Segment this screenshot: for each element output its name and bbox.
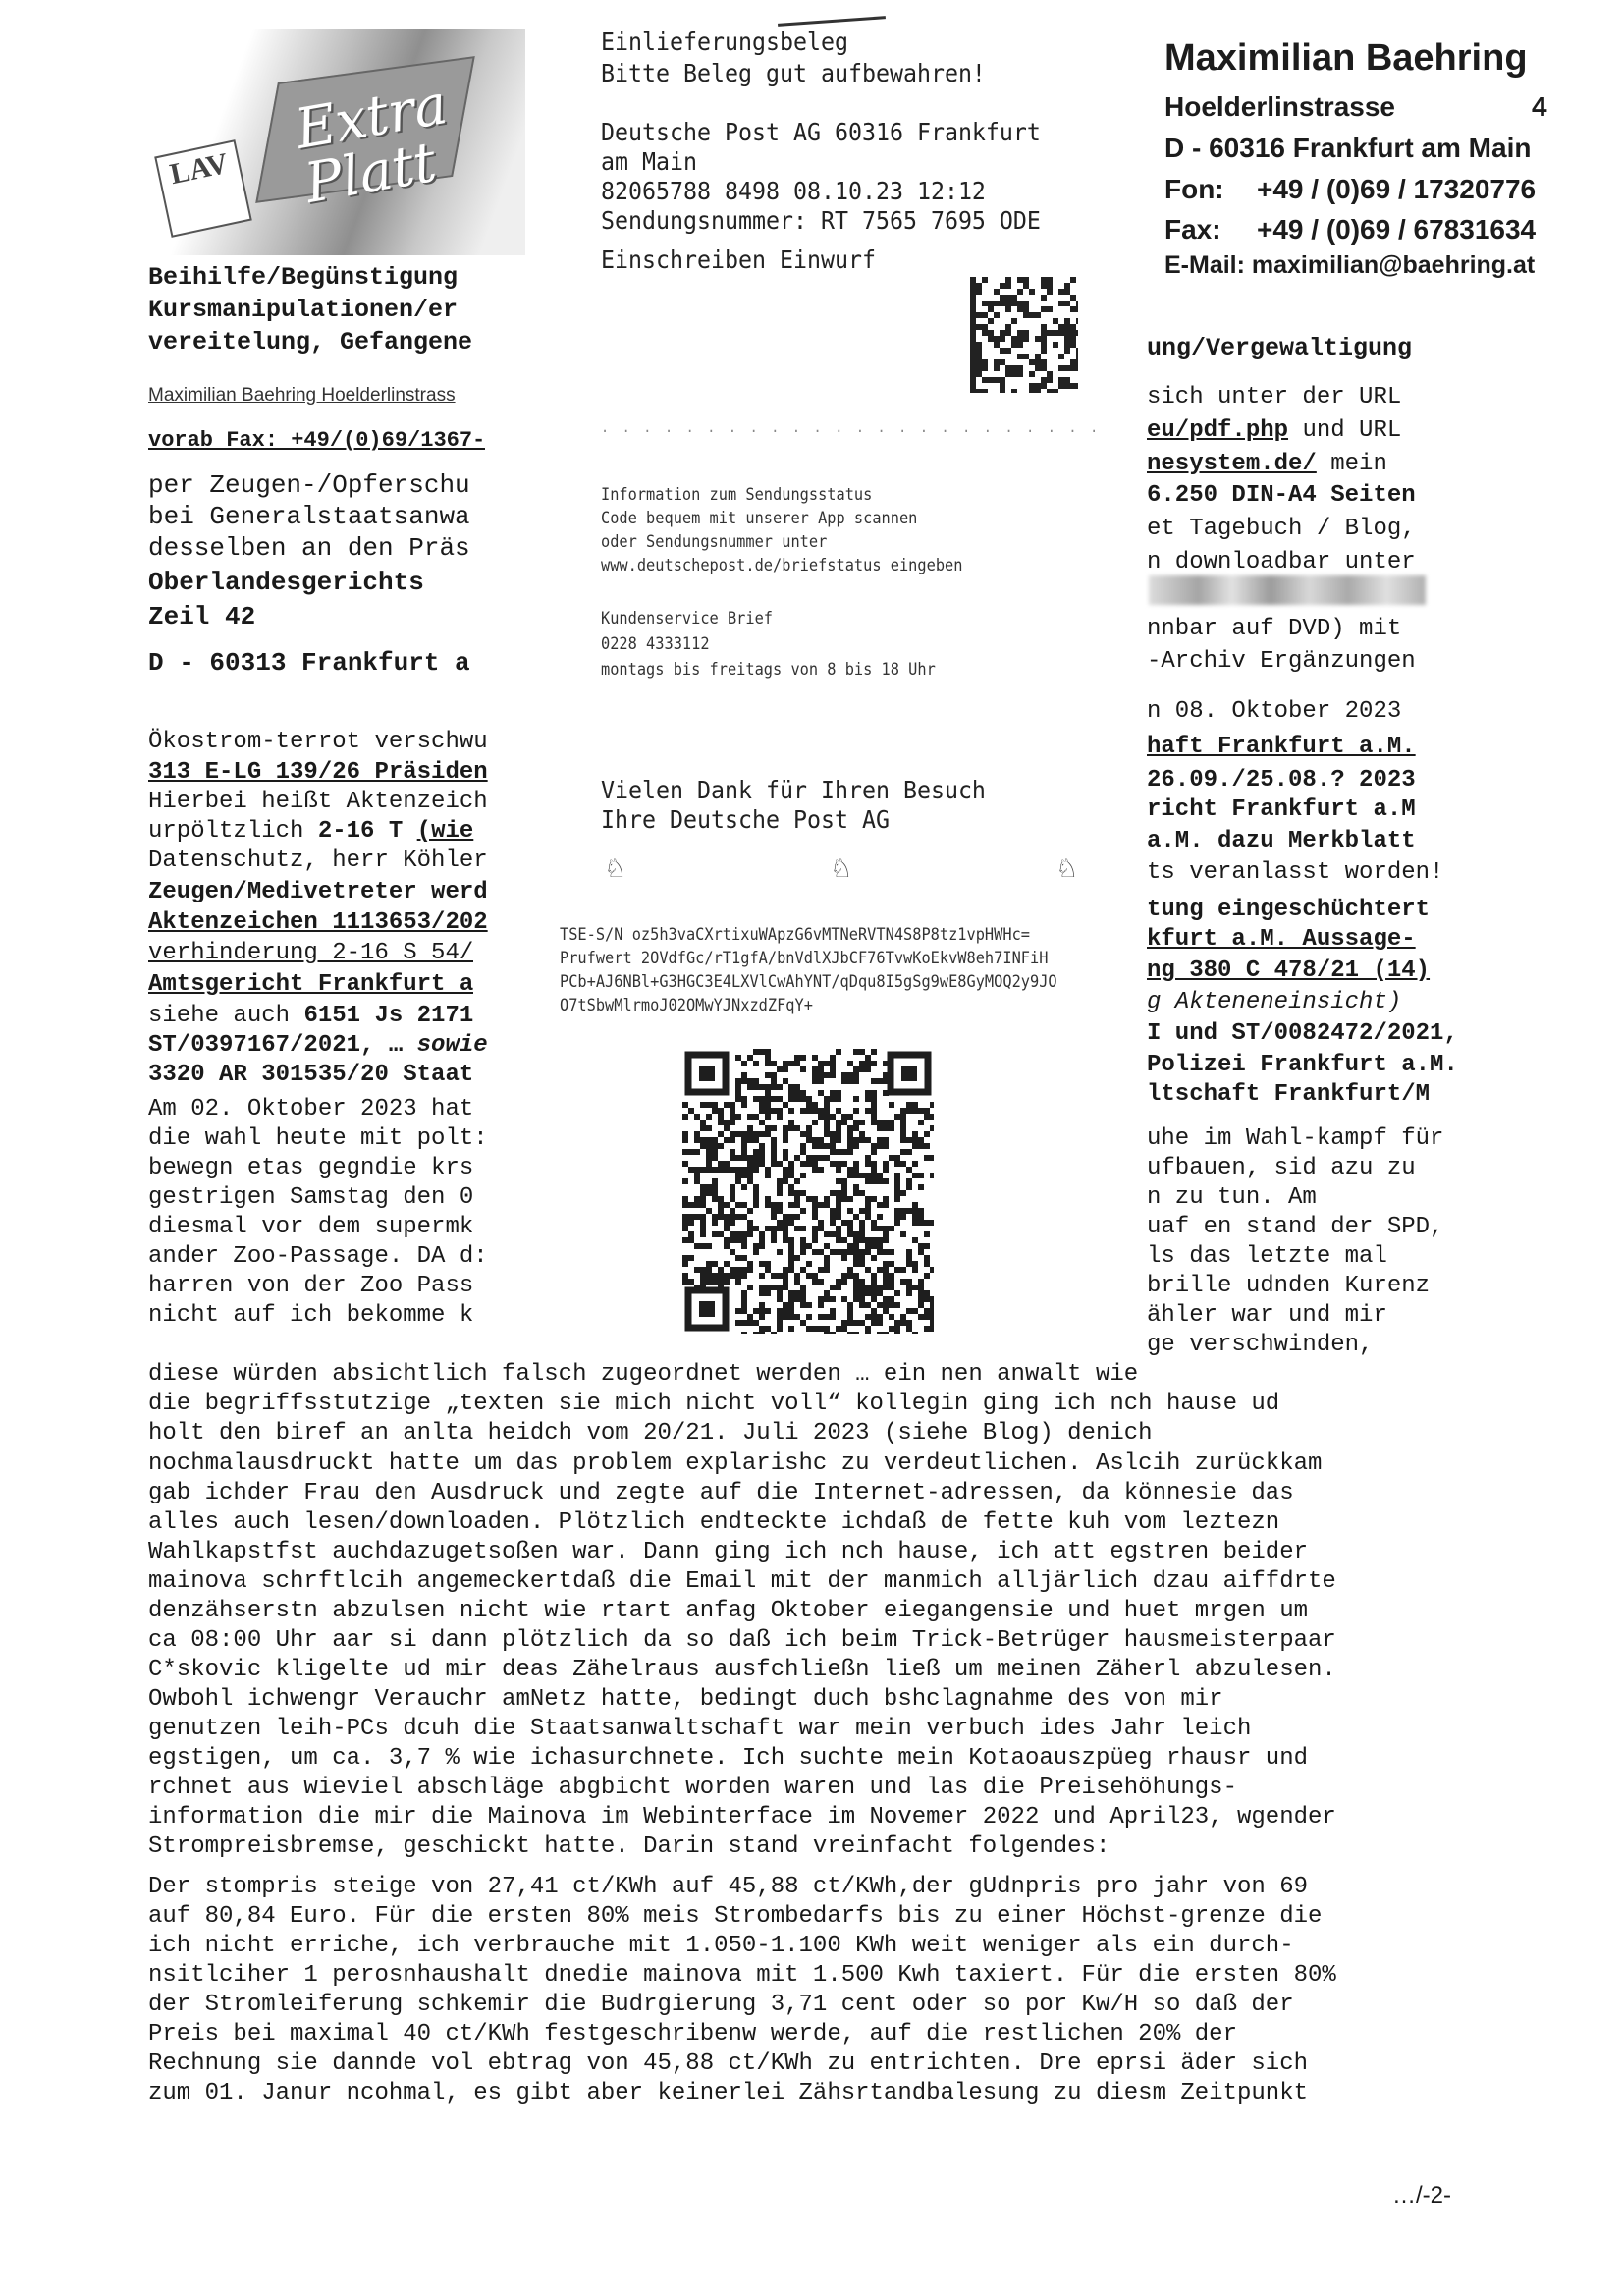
body-frag-16: gestrigen Samstag den 0 [148, 1184, 474, 1211]
receipt-dots: . . . . . . . . . . . . . . . . . . . . . . . . [601, 418, 1101, 436]
body-frag-9: Amtsgericht Frankfurt a [148, 971, 474, 998]
body-line-12: Owbohl ichwengr Verauchr amNetz hatte, bedingt duch bshclagnahme des von mir [148, 1686, 1223, 1713]
sender-name: Maximilian Baehring [1164, 37, 1528, 79]
right-frag-18: brille udnden Kurenz [1147, 1273, 1431, 1299]
receipt-pen-stroke [778, 16, 886, 27]
para2-line-1: Der stompris steige von 27,41 ct/KWh auf 45,88 ct/KWh,der gUdnpris pro jahr von 69 [148, 1874, 1308, 1900]
sender-email: E-Mail: maximilian@baehring.at [1164, 251, 1536, 279]
body-frag-18: ander Zoo-Passage. DA d: [148, 1243, 488, 1270]
blog-line: et Tagebuch / Blog, [1147, 516, 1416, 542]
receipt-info-2: Code bequem mit unserer App scannen [601, 509, 918, 528]
receipt-tse-4: O7tSbwMlrmoJ02OMwYJNxzdZFqY+ [560, 996, 813, 1015]
body-frag-14: die wahl heute mit polt: [148, 1125, 488, 1152]
body-frag-17: diesmal vor dem supermk [148, 1214, 474, 1240]
url-intro-line: sich unter der URL [1147, 384, 1402, 410]
right-frag-11: Polizei Frankfurt a.M. [1147, 1052, 1458, 1078]
body-frag-8: verhinderung 2-16 S 54/ [148, 940, 474, 966]
body-frag-19: harren von der Zoo Pass [148, 1273, 474, 1299]
body-frag-2: 313 E-LG 139/26 Präsiden [148, 759, 488, 786]
body-frag-12: 3320 AR 301535/20 Staat [148, 1062, 474, 1088]
right-frag-17: ls das letzte mal [1147, 1243, 1387, 1270]
receipt-thanks: Vielen Dank für Ihren Besuch [601, 776, 986, 804]
right-frag-13: uhe im Wahl-kampf für [1147, 1125, 1444, 1152]
recipient-line-1: per Zeugen-/Opferschu [148, 470, 470, 500]
right-frag-15: n zu tun. Am [1147, 1184, 1317, 1211]
receipt-service-3: montags bis freitags von 8 bis 18 Uhr [601, 660, 936, 680]
receipt-info-4: www.deutschepost.de/briefstatus eingeben [601, 556, 963, 575]
para2-line-3: ich nicht erriche, ich verbrauche mit 1.050-1.100 KWh weit weniger als ein durch- [148, 1933, 1294, 1959]
sender-fax-label: Fax: [1164, 214, 1221, 245]
right-frag-20: ge verschwinden, [1147, 1332, 1374, 1358]
receipt-info-1: Information zum Sendungsstatus [601, 485, 873, 505]
body-line-9: denzähserstn abzulsen nicht wie rtart anfag Oktober eiegangensie und huet mrgen um [148, 1598, 1308, 1624]
sender-house-number: 4 [1532, 91, 1547, 122]
body-line-1: diese würden absichtlich falsch zugeordnet werden … ein nen anwalt wie [148, 1361, 1139, 1388]
sender-phone-label: Fon: [1164, 174, 1224, 204]
body-line-13: genutzen leih-PCs dcuh die Staatsanwaltschaft war mein verbuch ides Jahr leich [148, 1716, 1252, 1742]
body-frag-15: bewegn etas gegndie krs [148, 1155, 474, 1181]
dvd-line: nnbar auf DVD) mit [1147, 616, 1402, 642]
body-line-3: holt den biref an anlta heidch vom 20/21. Juli 2023 (siehe Blog) denich [148, 1420, 1153, 1447]
body-line-11: C*skovic kligelte ud mir deas Zähelraus ausfchließn ließ um meinen Zäherl abzulesen. [148, 1657, 1336, 1683]
body-frag-4: urpöltzlich 2-16 T (wie [148, 818, 474, 845]
body-line-2: die begriffsstutzige „texten sie mich nicht voll“ kollegin ging ich nch hause ud [148, 1391, 1280, 1417]
postal-receipt [530, 0, 1134, 1375]
body-frag-1: Ökostrom-terrot verschwu [148, 729, 488, 755]
body-line-17: Strompreisbremse, geschickt hatte. Darin stand vreinfacht folgendes: [148, 1833, 1110, 1860]
para2-line-2: auf 80,84 Euro. Für die ersten 80% meis Strombedarfs bis zu einer Höchst-grenze die [148, 1903, 1323, 1930]
right-frag-9: g Akteneneinsicht) [1147, 989, 1402, 1015]
right-frag-1: haft Frankfurt a.M. [1147, 734, 1416, 760]
body-frag-3: Hierbei heißt Aktenzeich [148, 789, 488, 815]
receipt-tracking: Sendungsnummer: RT 7565 7695 ODE [601, 206, 1041, 235]
url-line-1: eu/pdf.php und URL [1147, 417, 1402, 444]
body-frag-13: Am 02. Oktober 2023 hat [148, 1096, 474, 1122]
right-frag-4: a.M. dazu Merkblatt [1147, 828, 1416, 854]
body-line-5: gab ichder Frau den Ausdruck und zegte auf die Internet-adressen, da könnesie das [148, 1480, 1294, 1506]
return-address-line: Maximilian Baehring Hoelderlinstrass [148, 385, 456, 406]
para2-line-5: der Stromleiferung schkemir die Budrgierung 3,71 cent oder so por Kw/H so daß der [148, 1992, 1294, 2018]
body-frag-11: ST/0397167/2021, … sowie [148, 1032, 488, 1059]
subject-line-2: Kursmanipulationen/er [148, 296, 459, 324]
receipt-service: Einschreiben Einwurf [601, 246, 876, 274]
receipt-title: Einlieferungsbeleg [601, 27, 848, 56]
post-horn-icon: ♘ [1055, 854, 1079, 884]
receipt-company-2: am Main [601, 147, 697, 176]
body-line-16: information die mir die Mainova im Webinterface im Novemer 2022 und April23, wgender [148, 1804, 1336, 1831]
download-line: n downloadbar unter [1147, 549, 1416, 575]
archive-line: -Archiv Ergänzungen [1147, 648, 1416, 675]
body-line-4: nochmalausdruckt hatte um das problem explarishc zu verdeutlichen. Aslcih zurückkam [148, 1450, 1323, 1477]
right-frag-3: richt Frankfurt a.M [1147, 796, 1416, 823]
right-frag-7: kfurt a.M. Aussage- [1147, 926, 1416, 953]
right-frag-5: ts veranlasst worden! [1147, 859, 1444, 886]
qr-code [682, 1049, 934, 1334]
body-frag-7: Aktenzeichen 1113653/202 [148, 909, 488, 936]
body-frag-10: siehe auch 6151 Js 2171 [148, 1003, 474, 1029]
body-line-8: mainova schrftlcih angemeckertdaß die Email mit der manmich alljärlich dzau aiffdrte [148, 1568, 1336, 1595]
receipt-info-3: oder Sendungsnummer unter [601, 532, 828, 552]
subject-line-3: vereitelung, Gefangene [148, 328, 473, 356]
url-pdf-link[interactable]: eu/pdf.php [1147, 417, 1289, 444]
pages-line: 6.250 DIN-A4 Seiten [1147, 482, 1416, 509]
receipt-number: 82065788 8498 08.10.23 12:12 [601, 177, 986, 205]
para2-line-8: zum 01. Janur ncohmal, es gibt aber keinerlei Zähsrtandbalesung zu diesm Zeitpunkt [148, 2080, 1308, 2106]
url-system-link[interactable]: nesystem.de/ [1147, 451, 1317, 477]
sender-fax: +49 / (0)69 / 67831634 [1257, 214, 1537, 245]
body-frag-5: Datenschutz, herr Köhler [148, 847, 488, 874]
receipt-tse-1: TSE-S/N oz5h3vaCXrtixuWApzG6vMTNeRVTN4S8P8tz1vpHWHc= [560, 925, 1030, 945]
post-horn-icon: ♘ [830, 854, 853, 884]
body-line-14: egstigen, um ca. 3,7 % wie ichasurchnete. Ich suchte mein Kotaoauszpüeg rhausr und [148, 1745, 1308, 1772]
url-line-2: nesystem.de/ mein [1147, 451, 1387, 477]
right-frag-14: ufbauen, sid azu zu [1147, 1155, 1416, 1181]
recipient-line-3: desselben an den Präs [148, 533, 470, 563]
right-frag-12: ltschaft Frankfurt/M [1147, 1081, 1431, 1108]
page-continuation: …/-2- [1392, 2182, 1451, 2209]
logo-banner-text: Extra Platt [291, 72, 453, 217]
receipt-note: Bitte Beleg gut aufbewahren! [601, 59, 986, 87]
subject-line-1: Beihilfe/Begünstigung [148, 263, 459, 292]
right-frag-19: ähler war und mir [1147, 1302, 1387, 1329]
receipt-company: Deutsche Post AG 60316 Frankfurt [601, 118, 1041, 146]
receipt-service-2: 0228 4333112 [601, 634, 710, 654]
body-line-6: alles auch lesen/downloaden. Plötzlich endteckte ichdaß de fette kuh vom leztezn [148, 1509, 1280, 1536]
subject-right-line: ung/Vergewaltigung [1147, 334, 1413, 362]
receipt-tse-3: PCb+AJ6NBl+G3HGC3E4LXVlCwAhYNT/qDqu8I5gSg9wE8GyMOQ2y9JO [560, 972, 1057, 992]
redacted-blur [1149, 575, 1426, 605]
post-horn-icon: ♘ [604, 854, 627, 884]
right-frag-8: ng 380 C 478/21 (14) [1147, 957, 1431, 984]
para2-line-7: Rechnung sie dannde vol ebtrag von 45,88 ct/KWh zu entrichten. Dre eprsi äder sich [148, 2050, 1308, 2077]
right-frag-2: 26.09./25.08.? 2023 [1147, 767, 1416, 793]
recipient-line-2: bei Generalstaatsanwa [148, 502, 470, 531]
sender-phone: +49 / (0)69 / 17320776 [1257, 174, 1537, 204]
right-frag-10: I und ST/0082472/2021, [1147, 1020, 1458, 1047]
right-frag-16: uaf en stand der SPD, [1147, 1214, 1444, 1240]
logo-image [152, 29, 525, 255]
datamatrix-code [970, 277, 1078, 393]
body-frag-20: nicht auf ich bekomme k [148, 1302, 474, 1329]
recipient-street: Zeil 42 [148, 602, 256, 631]
para2-line-4: nsitlciher 1 perosnhaushalt dnedie mainova mit 1.500 Kwh taxiert. Für die ersten 80% [148, 1962, 1336, 1989]
recipient-court: Oberlandesgerichts [148, 568, 424, 597]
body-line-7: Wahlkapstfst auchdazugetsoßen war. Dann ging ich nch hause, ich att egstren beider [148, 1539, 1308, 1565]
body-line-10: ca 08:00 Uhr aar si dann plötzlich da so daß ich beim Trick-Betrüger hausmeisterpaar [148, 1627, 1336, 1654]
logo-mark: LAV [154, 139, 252, 238]
sender-city: D - 60316 Frankfurt am Main [1164, 133, 1532, 163]
para2-line-6: Preis bei maximal 40 ct/KWh festgeschribenw werde, auf die restlichen 20% der [148, 2021, 1237, 2048]
body-frag-6: Zeugen/Medivetreter werd [148, 879, 488, 905]
right-frag-6: tung eingeschüchtert [1147, 897, 1431, 923]
date-line: n 08. Oktober 2023 [1147, 698, 1402, 725]
receipt-service-1: Kundenservice Brief [601, 609, 774, 629]
recipient-city: D - 60313 Frankfurt a [148, 648, 470, 678]
fax-line: vorab Fax: +49/(0)69/1367- [148, 428, 486, 453]
body-line-15: rchnet aus wieviel abschläge abgbicht worden waren und las die Preisehöhungs- [148, 1775, 1237, 1801]
receipt-thanks-2: Ihre Deutsche Post AG [601, 805, 890, 834]
sender-street: Hoelderlinstrasse [1164, 91, 1395, 122]
receipt-tse-2: Prufwert 2OVdfGc/rT1gfA/bnVdlXJbCF76TvwKoEkvW8eh7INFiH [560, 949, 1049, 968]
